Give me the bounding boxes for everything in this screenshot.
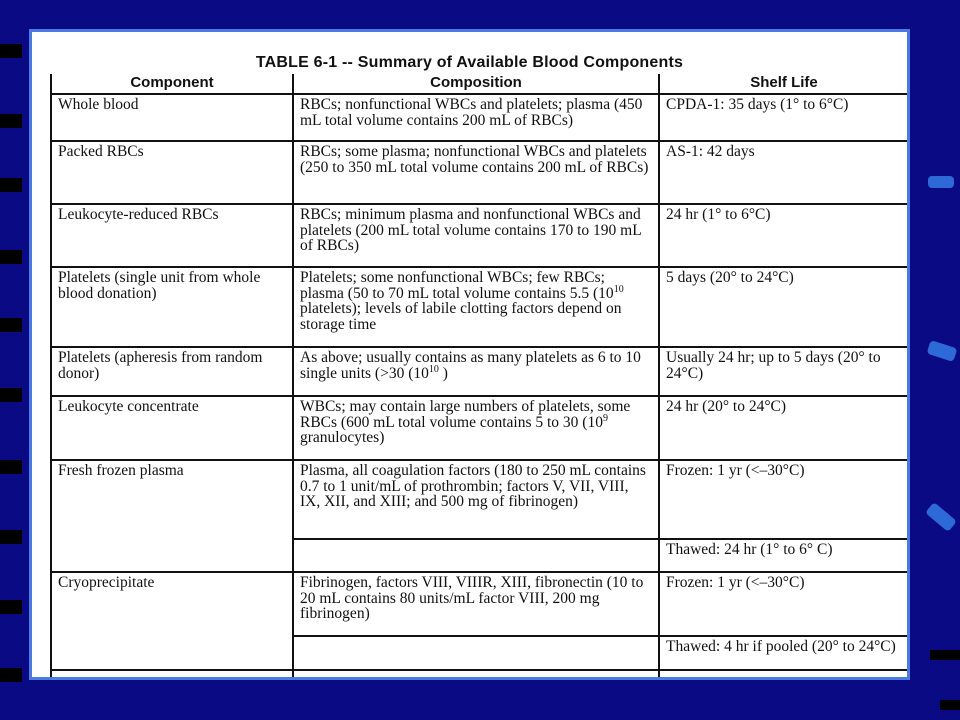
table-row — [51, 204, 909, 267]
composition-cell: WBCs; may contain large numbers of platelets, some RBCs (600 mL total volume contains 5 to 30 ($10^9$ granulocytes) — [293, 396, 659, 460]
slide-decoration — [0, 178, 22, 192]
table-row — [51, 267, 909, 347]
component-cell: Leukocyte-reduced RBCs — [51, 204, 293, 267]
shelf-life-cell: 24 hr (20° to 24°C) — [659, 396, 909, 460]
slide-decoration — [0, 460, 22, 474]
component-cell: Leukocyte concentrate — [51, 396, 293, 460]
table-title: TABLE 6-1 -- Summary of Available Blood Components — [255, 54, 684, 71]
shelf-life-cell: Frozen: 1 yr (<–30°C) — [659, 460, 909, 539]
shelf-life-cell: Frozen: 1 yr (<–30°C) — [659, 572, 909, 636]
composition-cell: Plasma, all coagulation factors (180 to 250 mL contains 0.7 to 1 unit/mL of prothrombin; factors V, VII, VIII, IX, XII, and XIII; and 500 mg of fibrinogen) — [293, 460, 659, 539]
slide-accent — [925, 502, 957, 532]
component-cell: Fresh frozen plasma — [51, 460, 293, 572]
component-cell: Platelets (single unit from whole blood donation) — [51, 267, 293, 347]
slide-decoration — [0, 600, 22, 614]
component-cell: Cryoprecipitate — [51, 572, 293, 670]
component-cell: Whole blood — [51, 94, 293, 141]
table-image-frame — [29, 29, 910, 680]
slide-decoration — [940, 700, 960, 710]
slide-decoration — [0, 668, 22, 682]
shelf-life-cell: CPDA-1: 35 days (1° to 6°C) — [659, 94, 909, 141]
slide-decoration — [0, 388, 22, 402]
slide-decoration — [0, 44, 22, 58]
table-header-row — [51, 74, 909, 94]
composition-cell: Fibrinogen, factors VIII, VIIIR, XIII, fibronectin (10 to 20 mL contains 80 units/mL factor VIII, 200 mg fibrinogen) — [293, 572, 659, 636]
shelf-life-cell: Thawed: 24 hr (1° to 6° C) — [659, 539, 909, 572]
slide-decoration — [0, 530, 22, 544]
shelf-life-cell: AS-1: 42 days — [659, 141, 909, 204]
shelf-life-cell: Thawed: 4 hr if pooled (20° to 24°C) — [659, 636, 909, 670]
component-cell: Packed RBCs — [51, 141, 293, 204]
table-row — [51, 460, 909, 539]
table-row — [51, 396, 909, 460]
shelf-life-cell: 5 days (20° to 24°C) — [659, 267, 909, 347]
slide-decoration — [930, 650, 960, 660]
table-row — [51, 347, 909, 396]
composition-cell-empty — [293, 539, 659, 572]
column-header-composition: Composition — [293, 74, 659, 94]
composition-cell-empty — [293, 636, 659, 670]
composition-cell: RBCs; some plasma; nonfunctional WBCs and platelets (250 to 350 mL total volume contains 200 mL of RBCs) — [293, 141, 659, 204]
composition-cell: As above; usually contains as many platelets as 6 to 10 single units (>30 ($10^{10}$ ) — [293, 347, 659, 396]
shelf-life-cell: Usually 24 hr; up to 5 days (20° to 24°C) — [659, 347, 909, 396]
table-row — [51, 141, 909, 204]
shelf-life-cell: 24 hr (1° to 6°C) — [659, 204, 909, 267]
composition-cell: RBCs; nonfunctional WBCs and platelets; plasma (450 mL total volume contains 200 mL of RBCs) — [293, 94, 659, 141]
column-header-shelf-life: Shelf Life — [659, 74, 909, 94]
blood-components-table — [50, 74, 910, 680]
composition-cell: RBCs; minimum plasma and nonfunctional WBCs and platelets (200 mL total volume contains 170 to 190 mL of RBCs) — [293, 204, 659, 267]
composition-cell: Platelets; some nonfunctional WBCs; few RBCs; plasma (50 to 70 mL total volume contains 5.5 ($10^{10}$ platelets); levels of labile clotting factors depend on storage time — [293, 267, 659, 347]
slide-decoration — [0, 250, 22, 264]
slide-decoration — [0, 318, 22, 332]
table-row — [51, 94, 909, 141]
table-row — [51, 572, 909, 636]
slide-decoration — [0, 114, 22, 128]
slide-accent — [927, 340, 958, 362]
table-row-continuation — [51, 670, 909, 680]
column-header-component: Component — [51, 74, 293, 94]
component-cell: Platelets (apheresis from random donor) — [51, 347, 293, 396]
slide-accent — [928, 176, 954, 188]
